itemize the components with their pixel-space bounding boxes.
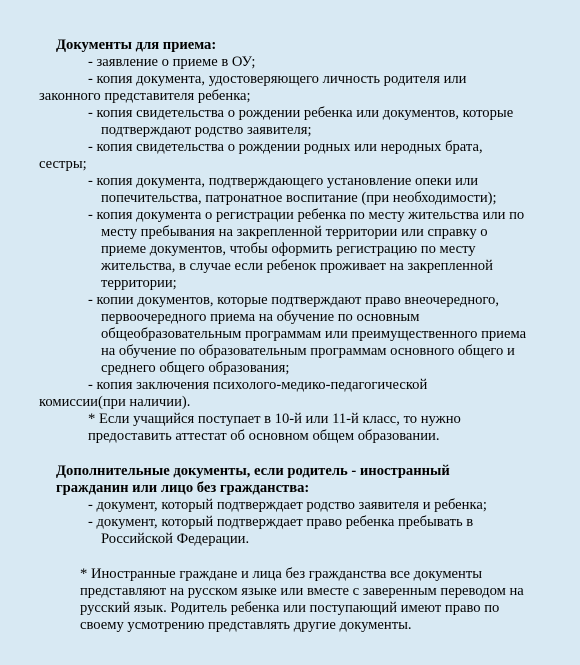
list-item: - копия документа, удостоверяющего личность родителя или [88, 71, 467, 87]
note-line: русский язык. Родитель ребенка или поступающий имеют право по [80, 600, 500, 616]
list-item: - копия свидетельства о рождении родных или неродных брата, [88, 139, 483, 155]
list-item-continuation: общеобразовательным программам или преимущественного приема [101, 326, 527, 342]
list-item: - копия свидетельства о рождении ребенка или документов, которые [88, 105, 514, 121]
list-item: - копия документа, подтверждающего установление опеки или [88, 173, 479, 189]
list-item: - заявление о приеме в ОУ; [88, 54, 256, 70]
section-heading-foreigners-cont: гражданин или лицо без гражданства: [56, 480, 310, 496]
footnote-line: * Если учащийся поступает в 10-й или 11-й класс, то нужно [88, 411, 461, 427]
list-item-continuation: подтверждают родство заявителя; [101, 122, 312, 138]
list-item-continuation: территории; [101, 275, 177, 291]
list-item-continuation: сестры; [39, 156, 87, 172]
list-item-continuation: Российской Федерации. [101, 531, 250, 547]
list-item: - документ, который подтверждает родство заявителя и ребенка; [88, 497, 487, 513]
section-heading-foreigners: Дополнительные документы, если родитель - иностранный [56, 463, 450, 479]
list-item-continuation: среднего общего образования; [101, 360, 290, 376]
list-item-continuation: первоочередного приема на обучение по основным [101, 309, 420, 325]
note-line: представляют на русском языке или вместе с заверенным переводом на [80, 583, 524, 599]
list-item-continuation: на обучение по образовательным программам основного общего и [101, 343, 515, 359]
list-item: - копии документов, которые подтверждают право внеочередного, [88, 292, 500, 308]
note-line: своему усмотрению представлять другие документы. [80, 617, 412, 633]
list-item: - копия заключения психолого-медико-педагогической [88, 377, 428, 393]
list-item: - копия документа о регистрации ребенка по месту жительства или по [88, 207, 525, 223]
note-line: * Иностранные граждане и лица без гражданства все документы [80, 566, 483, 582]
footnote-line: предоставить аттестат об основном общем образовании. [88, 428, 440, 444]
section-heading-documents: Документы для приема: [56, 37, 217, 53]
list-item-continuation: жительства, в случае если ребенок проживает на закрепленной [101, 258, 493, 274]
list-item-continuation: комиссии(при наличии). [39, 394, 191, 410]
list-item: - документ, который подтверждает право ребенка пребывать в [88, 514, 474, 530]
list-item-continuation: приеме документов, чтобы оформить регистрацию по месту [101, 241, 476, 257]
list-item-continuation: попечительства, патронатное воспитание (при необходимости); [101, 190, 497, 206]
list-item-continuation: законного представителя ребенка; [39, 88, 251, 104]
list-item-continuation: месту пребывания на закрепленной территории или справку о [101, 224, 488, 240]
